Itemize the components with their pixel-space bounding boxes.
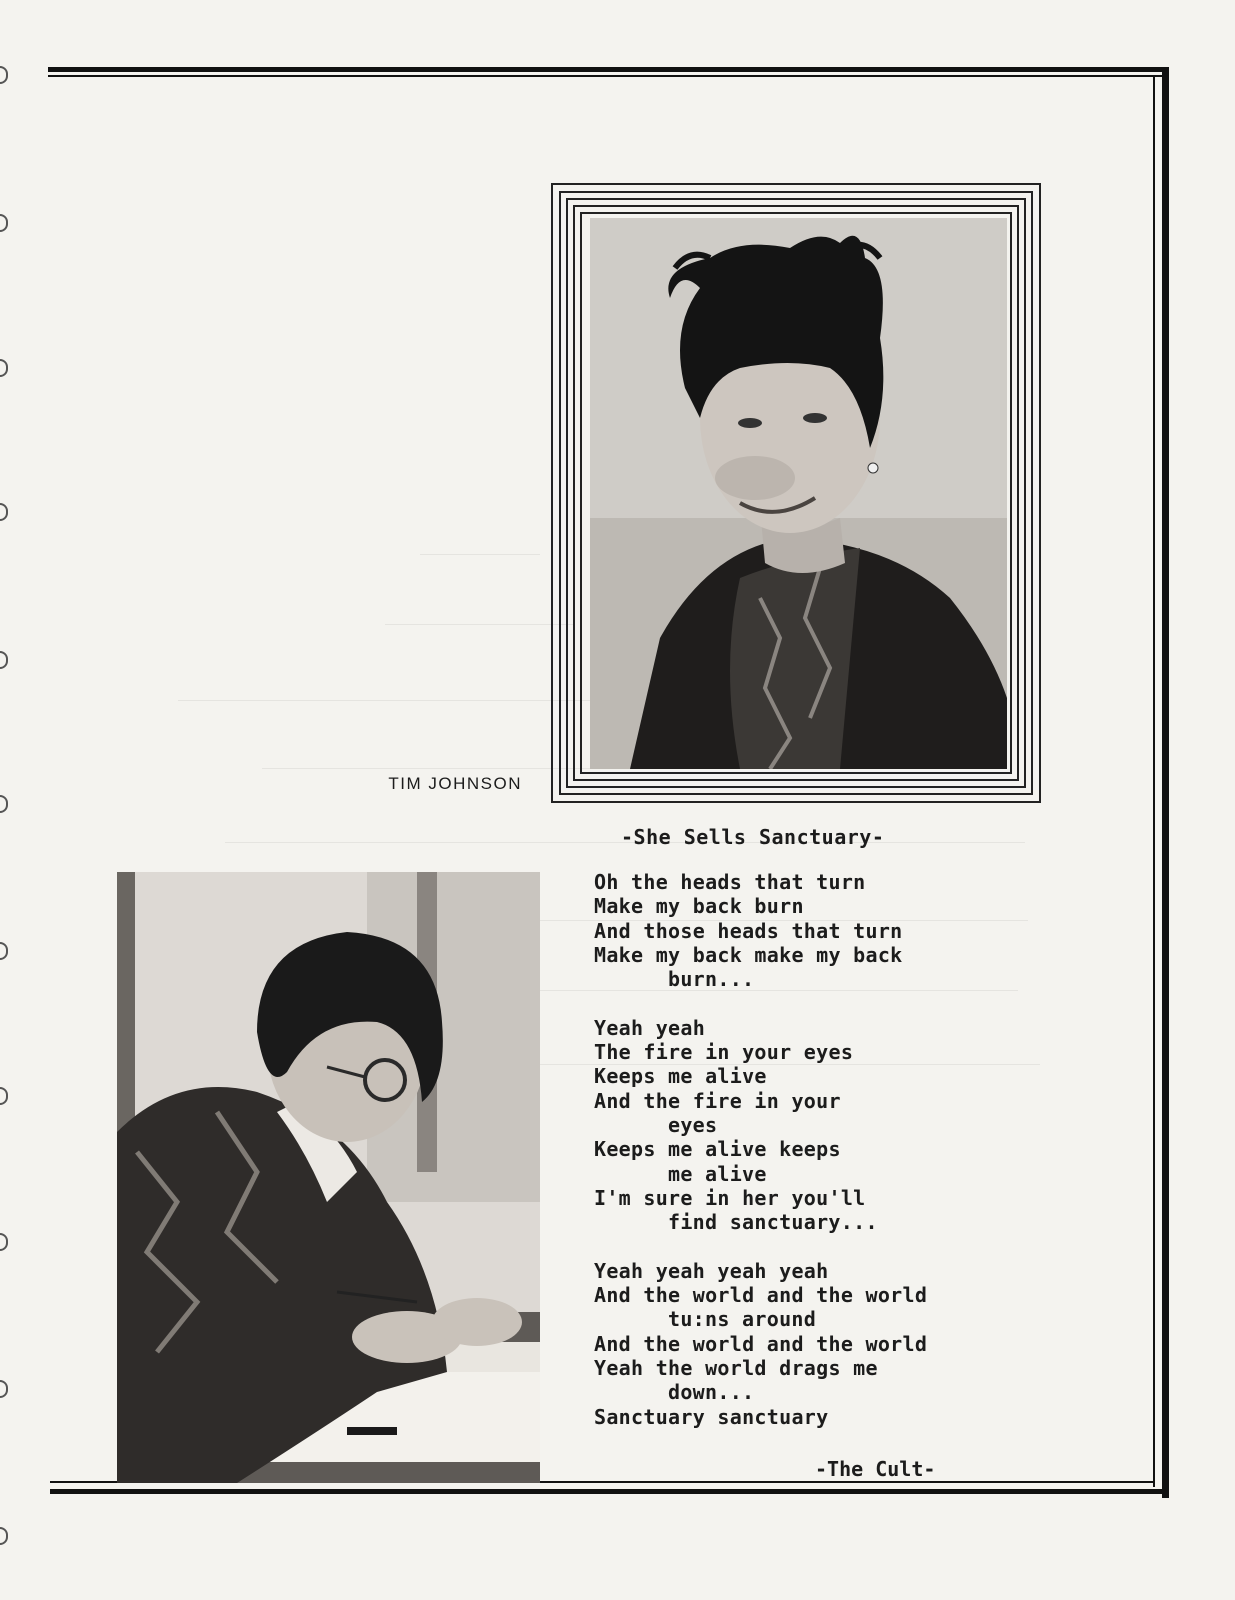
stanza-break <box>594 1234 1014 1258</box>
binder-hole <box>0 1527 8 1545</box>
lyric-line: Yeah yeah <box>594 1015 706 1040</box>
page-border-right-inner <box>1153 75 1155 1487</box>
lyric-line: And those heads that turn <box>594 918 903 943</box>
binder-hole <box>0 214 8 232</box>
portrait-caption: TIM JOHNSON <box>388 774 522 793</box>
binder-hole <box>0 942 8 960</box>
page-border-bottom <box>50 1489 1169 1494</box>
lyric-line: Yeah the world drags me <box>594 1355 878 1380</box>
lyric-line: Keeps me alive keeps <box>594 1137 841 1162</box>
lyric-line: me alive <box>668 1161 767 1186</box>
binder-hole <box>0 1233 8 1251</box>
binder-hole <box>0 1380 8 1398</box>
page-border-right <box>1162 67 1169 1498</box>
lyric-line: Sanctuary sanctuary <box>594 1404 829 1429</box>
binder-hole <box>0 66 8 84</box>
binder-hole <box>0 651 8 669</box>
study-photo <box>117 872 540 1483</box>
lyric-line: And the world and the world <box>594 1331 928 1356</box>
lyric-line: Yeah yeah yeah yeah <box>594 1258 829 1283</box>
lyric-line: tu:ns around <box>668 1307 817 1332</box>
song-credit: -The Cult- <box>815 1457 936 1481</box>
binder-hole <box>0 359 8 377</box>
lyric-line: And the world and the world <box>594 1283 928 1308</box>
binder-hole <box>0 795 8 813</box>
song-title: -She Sells Sanctuary- <box>621 825 885 849</box>
lyric-line: Oh the heads that turn <box>594 870 866 894</box>
lyric-line: Keeps me alive <box>594 1064 767 1089</box>
binder-hole <box>0 503 8 521</box>
lyric-line: Make my back burn <box>594 894 804 919</box>
lyric-line: Make my back make my back <box>594 942 903 967</box>
portrait-photo <box>590 218 1007 769</box>
song-lyrics <box>594 870 1014 1429</box>
page-border-top <box>48 67 1168 72</box>
lyric-line: down... <box>668 1380 755 1405</box>
lyric-line: burn... <box>668 967 755 992</box>
page-border-top-inner <box>48 75 1162 77</box>
lyric-line: And the fire in your <box>594 1088 841 1113</box>
lyric-line: The fire in your eyes <box>594 1040 854 1065</box>
lyric-line: eyes <box>668 1112 718 1137</box>
stanza-break <box>594 991 1014 1015</box>
lyric-line: I'm sure in her you'll <box>594 1185 866 1210</box>
binder-hole <box>0 1087 8 1105</box>
lyric-line: find sanctuary... <box>668 1210 878 1235</box>
